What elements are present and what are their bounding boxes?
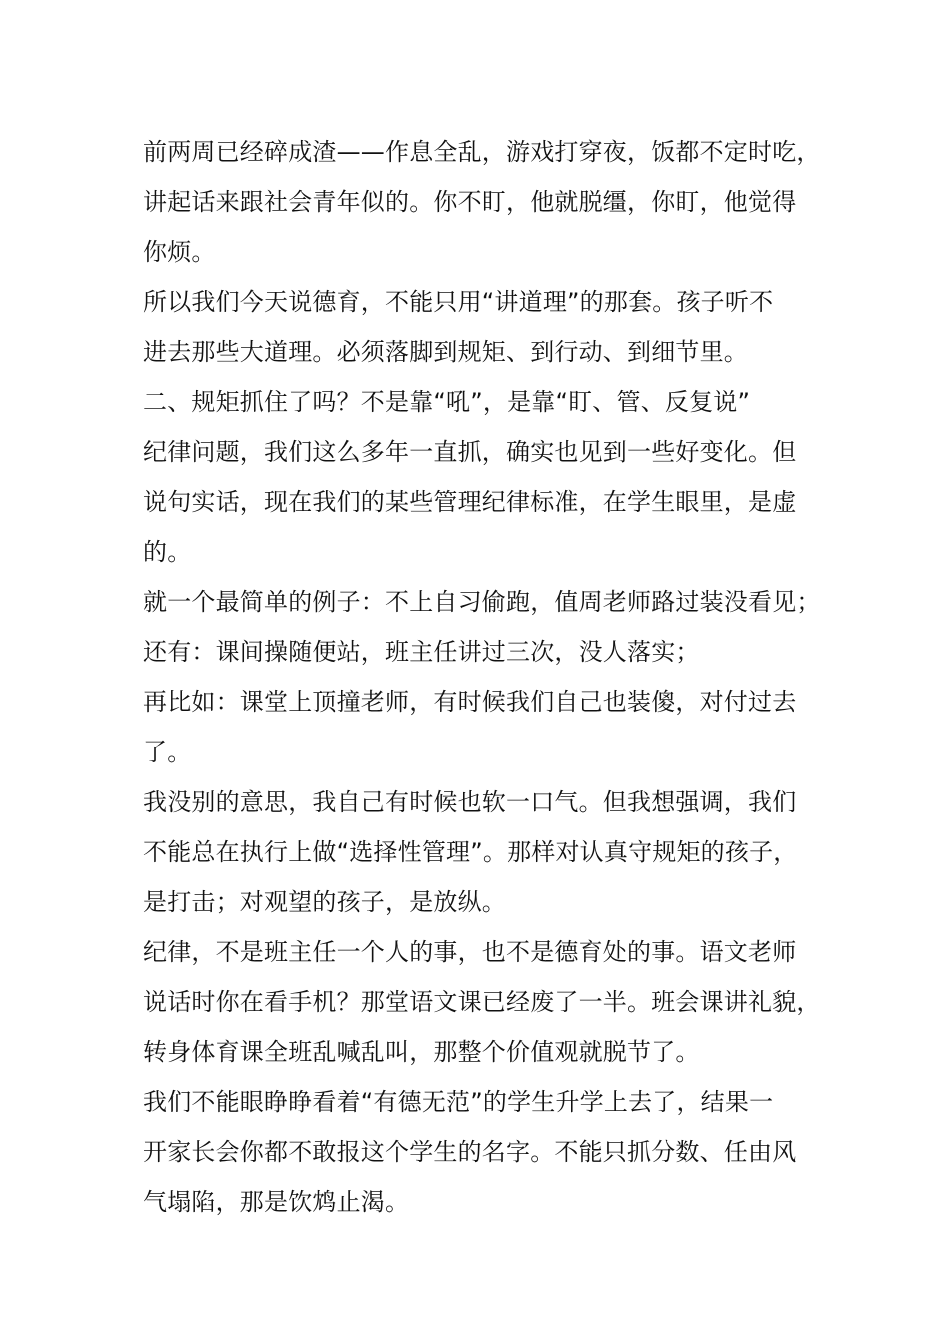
text-line: 你烦。 <box>143 238 216 266</box>
text-line: 纪律问题，我们这么多年一直抓，确实也见到一些好变化。但 <box>143 438 797 466</box>
text-line: 说话时你在看手机？那堂语文课已经废了一半。班会课讲礼貌， <box>143 988 821 1016</box>
text-line: 不能总在执行上做“选择性管理”。那样对认真守规矩的孩子， <box>143 838 798 866</box>
text-line: 再比如：课堂上顶撞老师，有时候我们自己也装傻，对付过去 <box>143 688 797 716</box>
text-line: 是打击；对观望的孩子，是放纵。 <box>143 888 506 916</box>
text-line: 的。 <box>143 538 192 566</box>
document-body <box>143 127 833 1227</box>
text-line: 进去那些大道理。必须落脚到规矩、到行动、到细节里。 <box>143 338 748 366</box>
text-line: 我没别的意思，我自己有时候也软一口气。但我想强调，我们 <box>143 788 797 816</box>
text-line: 就一个最简单的例子：不上自习偷跑，值周老师路过装没看见； <box>143 588 821 616</box>
text-line: 前两周已经碎成渣——作息全乱，游戏打穿夜，饭都不定时吃， <box>143 138 821 166</box>
text-line: 说句实话，现在我们的某些管理纪律标准，在学生眼里，是虚 <box>143 488 797 516</box>
section-heading: 二、规矩抓住了吗？不是靠“吼”，是靠“盯、管、反复说” <box>143 388 751 416</box>
text-line: 纪律，不是班主任一个人的事，也不是德育处的事。语文老师 <box>143 938 797 966</box>
text-line: 气塌陷，那是饮鸩止渴。 <box>143 1188 410 1216</box>
text-line: 开家长会你都不敢报这个学生的名字。不能只抓分数、任由风 <box>143 1138 797 1166</box>
text-line: 所以我们今天说德育，不能只用“讲道理”的那套。孩子听不 <box>143 288 774 316</box>
text-line: 了。 <box>143 738 192 766</box>
text-line: 讲起话来跟社会青年似的。你不盯，他就脱缰，你盯，他觉得 <box>143 188 797 216</box>
text-line: 还有：课间操随便站，班主任讲过三次，没人落实； <box>143 638 700 666</box>
text-line: 我们不能眼睁睁看着“有德无范”的学生升学上去了，结果一 <box>143 1088 774 1116</box>
text-line: 转身体育课全班乱喊乱叫，那整个价值观就脱节了。 <box>143 1038 700 1066</box>
